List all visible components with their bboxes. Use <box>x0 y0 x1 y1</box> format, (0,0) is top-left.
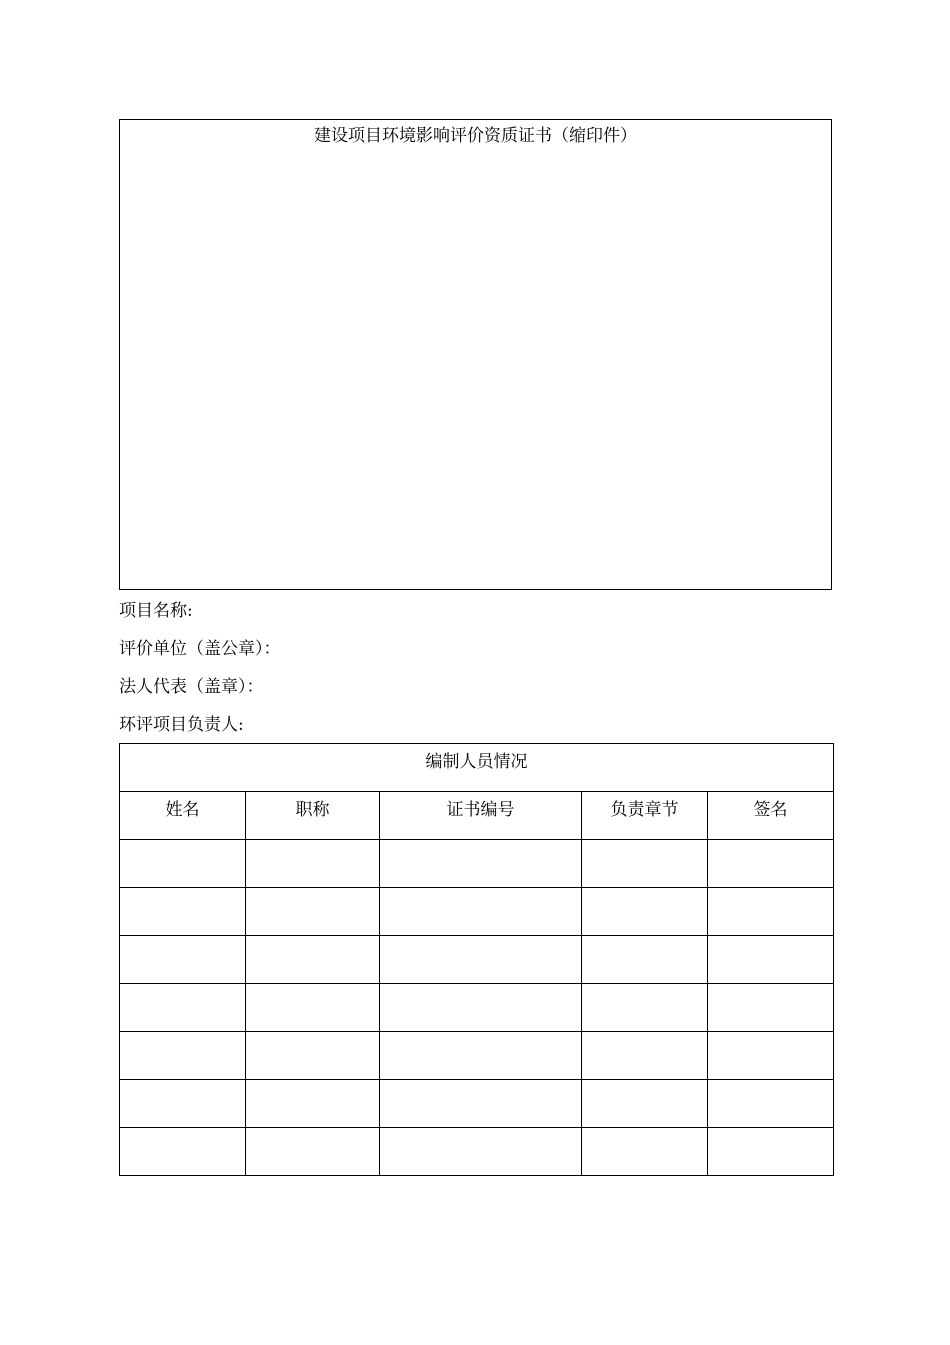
cell[interactable] <box>582 984 708 1032</box>
cell[interactable] <box>582 1032 708 1080</box>
cell[interactable] <box>708 984 834 1032</box>
table-row <box>120 1128 834 1176</box>
certificate-copy-box <box>119 119 832 590</box>
cell[interactable] <box>380 1128 582 1176</box>
staff-table <box>119 743 834 1176</box>
cell[interactable] <box>708 840 834 888</box>
cell[interactable] <box>380 840 582 888</box>
staff-table-caption-row <box>120 744 834 792</box>
staff-table-caption <box>120 744 834 792</box>
cell[interactable] <box>708 936 834 984</box>
cell[interactable] <box>246 1128 380 1176</box>
cell[interactable] <box>582 888 708 936</box>
table-row <box>120 936 834 984</box>
cell[interactable] <box>582 840 708 888</box>
cell[interactable] <box>120 840 246 888</box>
cell[interactable] <box>120 1080 246 1128</box>
evaluation-unit-label: 评价单位（盖公章）： <box>119 639 281 659</box>
project-lead-label: 环评项目负责人: <box>119 715 244 735</box>
staff-table-header-row <box>120 792 834 840</box>
header-title: 职称 <box>246 792 380 840</box>
legal-representative-label: 法人代表（盖章）： <box>119 677 264 697</box>
cell[interactable] <box>120 888 246 936</box>
cell[interactable] <box>120 1032 246 1080</box>
cell[interactable] <box>708 1080 834 1128</box>
table-row <box>120 1080 834 1128</box>
cell[interactable] <box>246 888 380 936</box>
cell[interactable] <box>582 936 708 984</box>
cell[interactable] <box>120 984 246 1032</box>
cell[interactable] <box>380 1080 582 1128</box>
cell[interactable] <box>246 840 380 888</box>
table-row <box>120 984 834 1032</box>
cell[interactable] <box>582 1080 708 1128</box>
cell[interactable] <box>246 984 380 1032</box>
project-name-label: 项目名称: <box>119 601 193 621</box>
cell[interactable] <box>380 936 582 984</box>
staff-table-caption-text: 编制人员情况 <box>425 752 528 772</box>
cell[interactable] <box>120 1128 246 1176</box>
cell[interactable] <box>246 1080 380 1128</box>
cell[interactable] <box>380 1032 582 1080</box>
table-row <box>120 1032 834 1080</box>
cell[interactable] <box>708 888 834 936</box>
cell[interactable] <box>582 1128 708 1176</box>
cell[interactable] <box>708 1128 834 1176</box>
header-name: 姓名 <box>120 792 246 840</box>
cell[interactable] <box>246 936 380 984</box>
header-certificate-number: 证书编号 <box>380 792 582 840</box>
cell[interactable] <box>380 888 582 936</box>
header-signature: 签名 <box>708 792 834 840</box>
table-row <box>120 840 834 888</box>
header-chapters: 负责章节 <box>582 792 708 840</box>
table-row <box>120 888 834 936</box>
cell[interactable] <box>120 936 246 984</box>
certificate-title: 建设项目环境影响评价资质证书（缩印件） <box>314 126 637 146</box>
cell[interactable] <box>708 1032 834 1080</box>
cell[interactable] <box>380 984 582 1032</box>
cell[interactable] <box>246 1032 380 1080</box>
